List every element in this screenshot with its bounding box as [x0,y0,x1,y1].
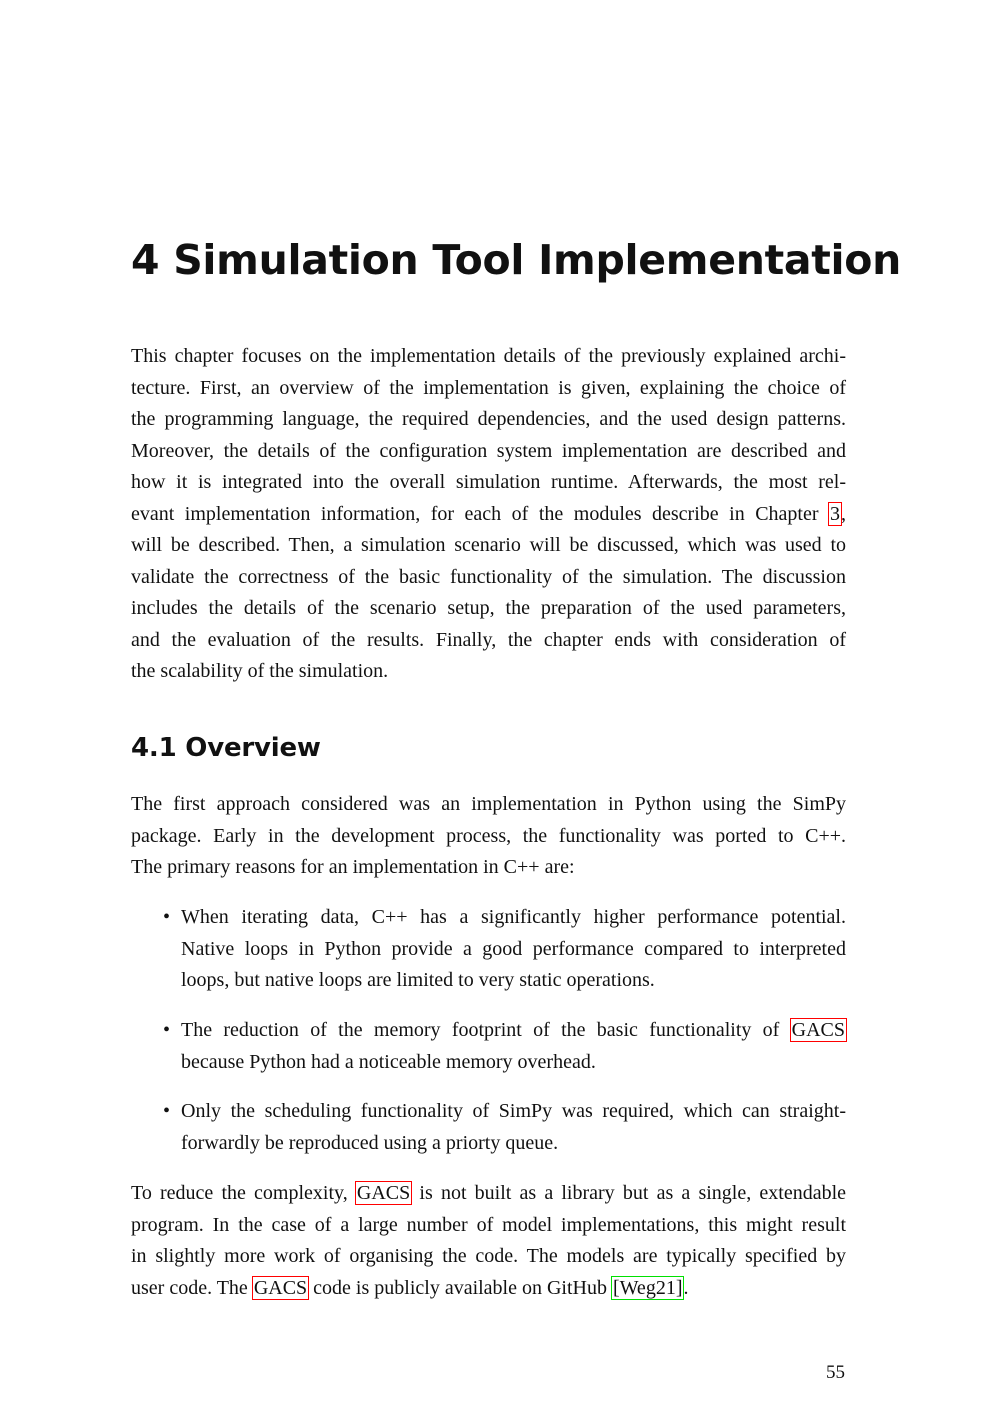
text-segment: To reduce the complexity, [131,1182,356,1204]
bullet-icon: • [163,906,171,928]
text-segment: , [841,502,846,525]
text-line [131,341,846,373]
reference-link[interactable]: GACS [791,1019,845,1041]
text-segment: tecture. First, an overview of the implementation is given, explaining the choice of [131,376,846,399]
text-segment: code is publicly available on GitHub [308,1276,612,1299]
text-segment: package. Early in the development process, the functionality was ported to C++. [131,824,846,847]
text-segment: user code. The [131,1276,253,1299]
text-segment: in slightly more work of organising the code. The models are typically specified by [131,1245,846,1267]
text-line [131,1241,846,1273]
text-line [181,934,846,966]
text-segment: includes the details of the scenario setup, the preparation of the used parameters, [131,597,846,619]
text-line [131,530,846,562]
text-line [181,1015,846,1047]
text-segment: validate the correctness of the basic functionality of the simulation. The discussion [131,565,846,588]
page-number: 55 [826,1362,845,1383]
closing-paragraph [131,1178,846,1304]
text-segment: and the evaluation of the results. Finally, the chapter ends with consideration of [131,628,846,651]
section-title: 4.1 Overview [131,733,321,763]
text-segment: The first approach considered was an implementation in Python using the SimPy [131,793,846,815]
bullet-item [163,1096,846,1159]
citation-link[interactable]: [Weg21] [613,1276,683,1299]
intro-paragraph [131,341,846,688]
text-line [131,593,846,625]
text-segment: . [683,1276,689,1299]
text-segment: because Python had a noticeable memory overhead. [181,1050,596,1073]
text-line [131,373,846,405]
text-segment: how it is integrated into the overall simulation runtime. Afterwards, the most rel- [131,471,846,493]
text-segment: When iterating data, C++ has a significantly higher performance potential. [181,906,846,928]
text-line [131,1273,846,1305]
text-line [131,1210,846,1242]
text-segment: The primary reasons for an implementation in C++ are: [131,856,575,878]
text-segment: the scalability of the simulation. [131,660,389,682]
reference-link[interactable]: 3 [830,502,840,525]
reference-link[interactable]: GACS [356,1182,411,1204]
text-segment: Moreover, the details of the configuration system implementation are described and [131,439,846,462]
text-segment: is not built as a library but as a single, extendable [411,1182,847,1204]
text-line [131,562,846,594]
bullet-item [163,902,846,997]
text-segment: loops, but native loops are limited to very static operations. [181,969,655,991]
text-segment: The reduction of the memory footprint of the basic functionality of [181,1019,791,1041]
text-segment: evant implementation information, for each of the modules describe in Chapter [131,502,829,525]
text-line [131,404,846,436]
text-line [131,821,846,853]
text-line [131,789,846,821]
text-line [131,467,846,499]
text-line [131,1178,846,1210]
text-line [131,656,846,688]
reference-link[interactable]: GACS [253,1276,308,1299]
text-segment: will be described. Then, a simulation scenario will be discussed, which was used to [131,534,846,556]
bullet-item [163,1015,846,1078]
text-segment: Native loops in Python provide a good performance compared to interpreted [181,937,846,960]
text-line [131,625,846,657]
text-line [131,499,846,531]
text-line [181,902,846,934]
overview-paragraph [131,789,846,884]
text-line [181,1096,846,1128]
text-segment: Only the scheduling functionality of SimPy was required, which can straight- [181,1100,846,1122]
text-line [131,852,846,884]
bullet-icon: • [163,1019,171,1041]
chapter-title: 4 Simulation Tool Implementation [131,236,902,284]
text-segment: program. In the case of a large number of model implementations, this might result [131,1213,846,1236]
text-segment: the programming language, the required dependencies, and the used design patterns. [131,408,846,430]
text-line [131,436,846,468]
text-line [181,1128,846,1160]
text-segment: forwardly be reproduced using a priorty queue. [181,1131,559,1154]
bullet-icon: • [163,1100,171,1122]
text-line [181,1047,846,1079]
text-segment: This chapter focuses on the implementation details of the previously explained archi- [131,345,846,367]
text-line [181,965,846,997]
